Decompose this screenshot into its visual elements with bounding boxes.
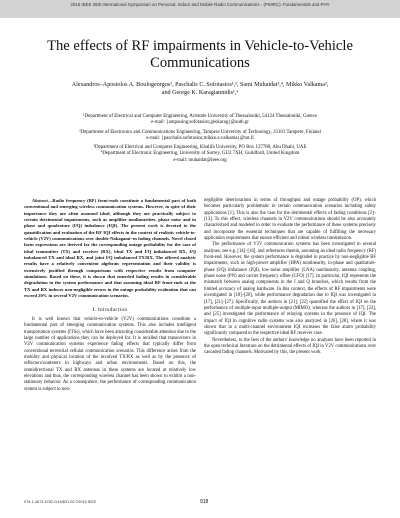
page-footer [24, 500, 376, 508]
affiliation-line: ¹Department of Electrical and Computer Engineering, Aristotle University of Thessaloniki, 54124 Thessaloniki, Greece [83, 114, 317, 119]
left-column [24, 198, 196, 393]
author-line: Alexandros–Apostolos A. Boulogeorgos¹, Paschalis C. Sofotasios¹,², Sami Muhaidat³,⁴, Mikko Valkama², [71, 82, 329, 88]
right-column [204, 198, 376, 357]
section-heading: I. Introduction [92, 306, 128, 313]
abstract [24, 198, 196, 300]
intro-paragraph: It is well known that vehicle-to-vehicle (V2V) communications constitute a fundamental part of emerging communication systems. This also includes intelligent transportation systems (ITSs), which have been attracting considerable attention due to the large number of applications they can be deployed for. It is recalled that transceivers in V2V communication systems experience fading effects that typically differ from conventional terrestrial cellular communication scenarios. This difference arises from the mobility and physical location of the involved TX/RX as well as by the presence of reflectors/scatterers in highways and urban environments. Based on this, the omnidirectional TX and RX antennas in these systems are located at relatively low elevations and thus, the corresponding wireless channel has been shown to exhibit a non-stationary behavior. As a consequence, the performance of corresponding communication system is subject to non- [24, 316, 196, 392]
body-paragraph: The performance of V2V communication systems has been investigated in several analyses, see e.g. [14]–[16], and references therein, assuming an ideal radio frequency (RF) front-end. However, the system performance is degraded in practice by non-negligible RF impairments, such as high-power amplifier (HPA) nonlinearity, in-phase and quadrature-phase (I/Q) imbalance (IQI), low-noise amplifier (LNA) nonlinearity, antenna coupling, phase noise (PN) and carrier frequency offset (CFO) [17]. In particular, IQI represents the mismatch between analog components in the I and Q branches, which results from the limited accuracy of analog hardware. In this context, the effects of RF impairments were investigated in [18]–[20], while performance degradation due to IQI was investigated in [17], [21]–[27]. Specifically, the authors in [21], [22] quantified the effect of IQI on the performance of multiple-input multiple-output (MIMO), whereas the authors in [17], [23], and [25] investigated the performance of relaying systems in the presence of IQI. The impact of IQI in cognitive radio systems was also analyzed in [26], [28], where it was shown that in a multi-channel environment IQI increases the false alarm probability significantly compared to the respective ideal RF receiver case. [204, 242, 376, 337]
affiliation-email: e-mail: muhaidat@ieee.org [173, 157, 227, 163]
abstract-label: Abstract [32, 198, 48, 203]
affiliation-line: ⁴Department of Electronic Engineering, University of Surrey, GU2 7XH, Guildford, United Kingdom [100, 151, 300, 157]
affiliation-line: ³Department of Electrical and Computer Engineering, Khalifa University, PO Box 127788, Abu Dhabi, UAE [93, 145, 307, 151]
author-line: and George K. Karagiannidis¹,³ [161, 89, 239, 96]
isbn-copyright: 978-1-4673-6782-0/15/$31.00 ©2015 IEEE [24, 500, 97, 504]
affiliation-email: e-mail: {paschalis.sofotasios;mikko.e.valkama}@tut.fi [146, 135, 254, 141]
body-paragraph: negligible deteriorations in terms of throughput and outage probability (OP), which becomes particularly problematic in certain communication scenarios including safety applications [1]. This is also the case for the detrimental effects of fading conditions [2]–[13]. To this effect, wireless channels in V2V communications should be also accurately characterized and modeled in order to evaluate the performance of these systems precisely and incorporate the essential techniques that are capable of fulfilling the necessary application requirements that ensure efficient and robust wireless transmission. [204, 198, 376, 242]
abstract-text: —Radio frequency (RF) front-ends constitute a fundamental part of both conventional and emerging wireless communication systems. However, in spite of their importance they are often assumed ideal, although they are practically subject to certain detrimental impairments, such as amplifier nonlinearities, phase noise and in phase and quadrature (I/Q) imbalance (IQI). The present work is devoted to the quantification and evaluation of the RF IQI effects in the context of realistic vehicle-to-vehicle (V2V) communications over double-Nakagami−m fading channels. Novel closed form expressions are derived for the corresponding outage probability for the case of ideal transmitter (TX) and receiver (RX), ideal TX and I/Q imbalanced RX, I/Q imbalanced TX and ideal RX, and joint I/Q imbalanced TX/RX. The offered analytic results have a relatively convenient algebraic representation and their validity is extensively justified through comparisons with respective results from computer simulations. Based on these, it is shown that emerded fading results in considerable degradation in the system performance and that assuming ideal RF front-ends at the TX and RX induces non-negligible errors in the outage probability evaluation that can exceed 20% in several V2V communication scenarios. [24, 198, 196, 299]
author-list [30, 82, 370, 97]
affiliations [20, 114, 380, 164]
page-number: 918 [200, 499, 209, 505]
body-paragraph: Nevertheless, to the best of the authors' knowledge no analyses have been reported in the open technical literature on the detrimental effects of IQI in V2V communications over cascaded fading channels. Motivated by this, the present work [204, 337, 376, 356]
conference-header-bar [0, 0, 400, 18]
affiliation-email: e-mail: {ampoulog;sofotasios;geokarag}@auth.gr [151, 120, 249, 126]
paper-title: The effects of RF impairments in Vehicle-to-Vehicle Communications [47, 38, 353, 71]
conference-header: 2015 IEEE 26th International Symposium on Personal, Indoor and Mobile Radio Communications - (PIMRC): Fundamentals and PHY [70, 2, 330, 7]
affiliation-line: ²Department of Electronics and Communications Engineering, Tampere University of Technology, 33101 Tampere, Finland [79, 129, 321, 135]
